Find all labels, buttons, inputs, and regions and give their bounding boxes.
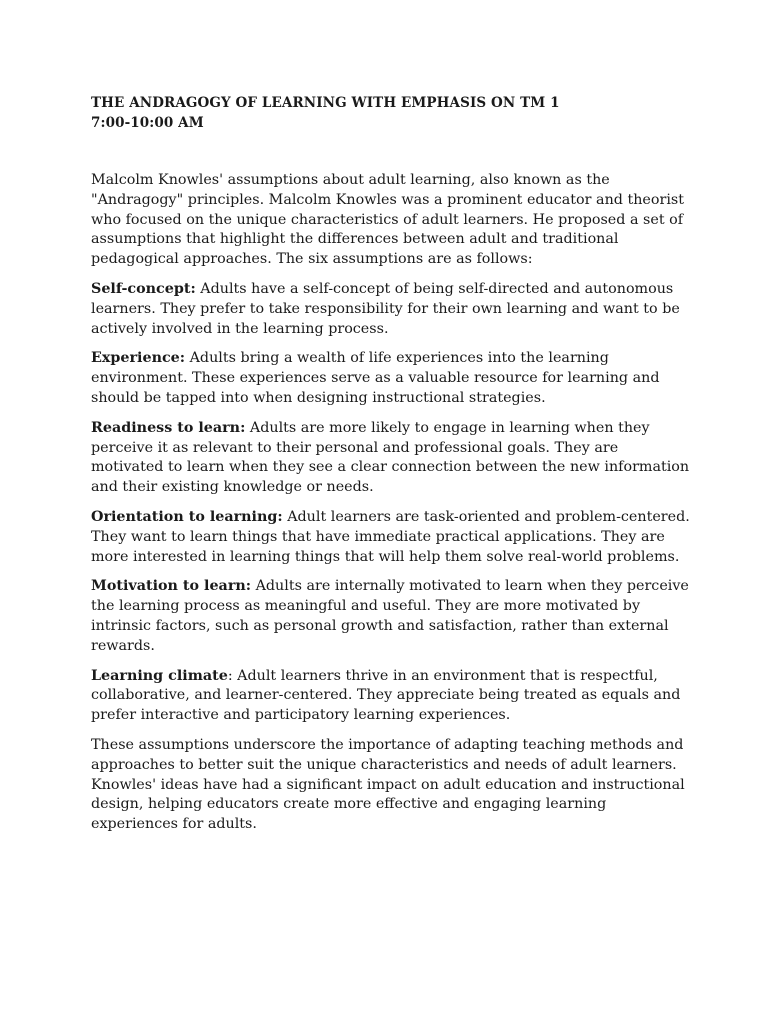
assumption-text: Adult learners are task-oriented and problem-centered. They want to learn things that have immediate practical applications. They are more interested in learning things that will help them solve real-world problems.: [91, 508, 690, 565]
assumption-term: Experience:: [91, 350, 186, 367]
assumption-learning-climate: [91, 667, 691, 726]
assumption-term: Self-concept:: [91, 280, 196, 297]
assumption-text: : Adult learners thrive in an environment that is respectful, collaborative, and learner-centered. They appreciate being treated as equals and prefer interactive and participatory learning experiences.: [91, 667, 681, 724]
assumption-term: Motivation to learn:: [91, 578, 252, 595]
assumption-experience: [91, 349, 691, 408]
assumption-text: Adults have a self-concept of being self-directed and autonomous learners. They prefer to take responsibility for their own learning and want to be actively involved in the learning process.: [91, 280, 680, 337]
conclusion-paragraph: These assumptions underscore the importance of adapting teaching methods and approaches to better suit the unique characteristics and needs of adult learners. Knowles' ideas have had a significant impact on adult education and instructional design, helping educators create more effective and engaging learning experiences for adults.: [91, 736, 685, 833]
assumption-term: Readiness to learn:: [91, 419, 246, 436]
assumption-text: Adults are more likely to engage in learning when they perceive it as relevant to their personal and professional goals. They are motivated to learn when they see a clear connection between the new information and their existing knowledge or needs.: [91, 419, 690, 496]
assumption-orientation: [91, 508, 691, 567]
assumption-text: Adults bring a wealth of life experiences into the learning environment. These experiences serve as a valuable resource for learning and should be tapped into when designing instructional strategies.: [91, 350, 660, 406]
document-title: THE ANDRAGOGY OF LEARNING WITH EMPHASIS ON TM 1: [91, 95, 560, 111]
document-heading: [91, 93, 560, 133]
assumption-self-concept: [91, 280, 691, 339]
assumption-readiness: [91, 419, 691, 498]
intro-paragraph: Malcolm Knowles' assumptions about adult learning, also known as the "Andragogy" principles. Malcolm Knowles was a prominent educator and theorist who focused on the unique characteristics of adult learners. He proposed a set of assumptions that highlight the differences between adult and traditional pedagogical approaches. The six assumptions are as follows:: [91, 172, 684, 268]
assumption-text: Adults are internally motivated to learn when they perceive the learning process as meaningful and useful. They are more motivated by intrinsic factors, such as personal growth and satisfaction, rather than external rewards.: [91, 578, 689, 654]
document-time: 7:00-10:00 AM: [91, 115, 204, 131]
assumption-term: Learning climate: [91, 667, 228, 684]
document-body: [91, 171, 691, 845]
assumption-motivation: [91, 577, 691, 656]
assumption-term: Orientation to learning:: [91, 508, 283, 525]
